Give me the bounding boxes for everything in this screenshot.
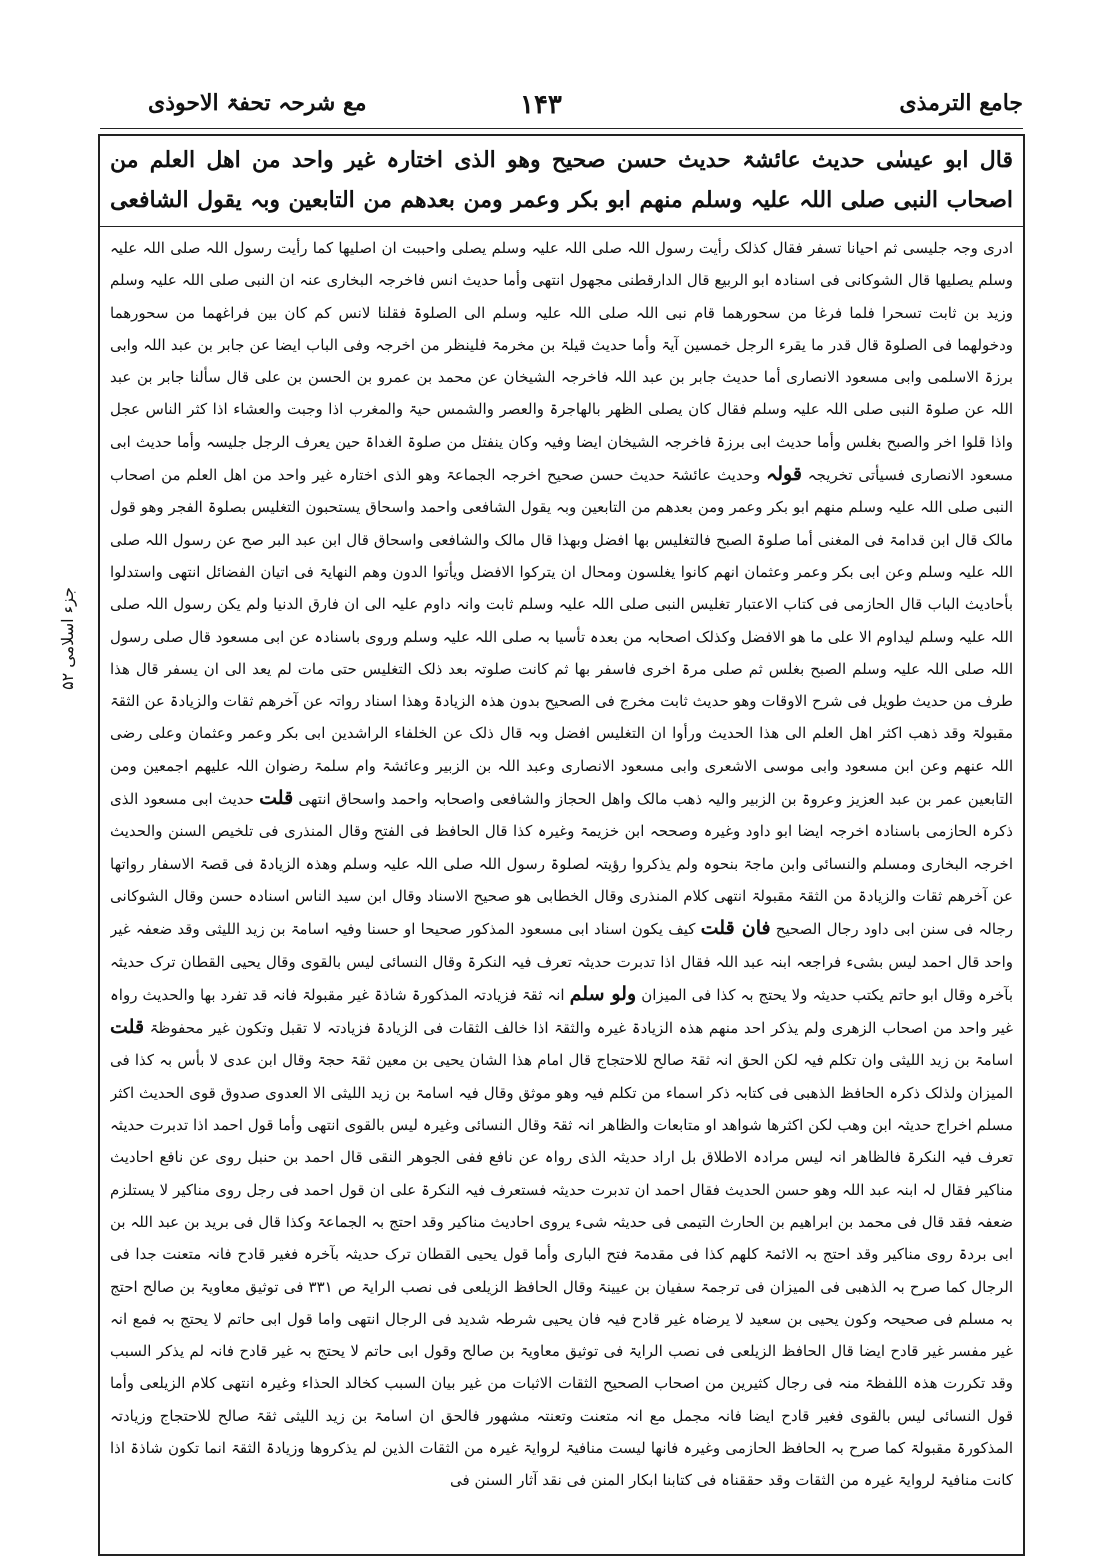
keyword-qultu-2: قلت (110, 1016, 145, 1039)
margin-note-text: جزء اسلامی ۵۲ (58, 587, 77, 690)
commentary-paragraph (110, 232, 1013, 1497)
commentary-part-2: وحدیث عائشۃ حدیث حسن صحیح اخرجہ الجماعۃ وھو الذی اختارہ غیر واحد من اھل العلم من اصحاب النبی صلی اللہ علیہ وسلم منھم ابو بکر وعمر ومن بعدھم من التابعین وبہ یقول الشافعی واحمد واسحاق یستحبون التغلیس بصلوۃ الفجر وھو قول مالک قال ابن قدامۃ فی المغنی أما صلوۃ الصبح فالتغلیس بھا افضل وبھذا قال مالک والشافعی واسحاق قال ابن عبد البر صح عن رسول اللہ صلی اللہ علیہ وسلم وعن ابی بکر وعمر وعثمان انھم کانوا یغلسون ومحال ان یترکوا الافضل ویأتوا الدون وھم النھایۃ فی اتیان الفضائل انتھی واستدلوا بأحادیث الباب قال الحازمی فی کتاب الاعتبار تغلیس النبی صلی اللہ علیہ وسلم ثابت وانہ داوم علیہ الی ان فارق الدنیا ولم یکن رسول اللہ صلی اللہ علیہ وسلم لیداوم الا علی ما ھو الافضل وکذلک اصحابہ من بعدہ تأسیا بہ صلی اللہ علیہ وسلم وروی باسنادہ عن ابی مسعود قال صلی رسول اللہ صلی اللہ علیہ وسلم الصبح بغلس ثم صلی مرۃ اخری فاسفر بھا ثم کانت صلوتہ بعد ذلک التغلیس حتی مات لم یعد الی ان یسفر قال ھذا طرف من حدیث طویل فی شرح الاوقات وھو حدیث ثابت مخرج فی الصحیح بدون ھذہ الزیادۃ وھذا اسناد رواتہ عن آخرھم ثقات والزیادۃ عن الثقۃ مقبولۃ وقد ذھب اکثر اھل العلم الی ھذا الحدیث ورأوا ان التغلیس افضل وبہ قال ذلک عن الخلفاء الراشدین ابی بکر وعمر وعثمان وعلی رضی اللہ عنھم وعن ابن مسعود وابی موسی الاشعری وابی مسعود الانصاری وعبد اللہ بن الزبیر وعائشۃ وام سلمۃ رضوان اللہ علیھم اجمعین ومن التابعین عمر بن عبد العزیز وعروۃ بن الزبیر والیہ ذھب مالک واھل الحجاز والشافعی واصحابہ واحمد واسحاق انتھی (110, 466, 1013, 809)
book-title: جامع الترمذی (899, 90, 1023, 116)
page-number: ۱۴۳ (520, 90, 562, 120)
commentary-part-6: اسامۃ بن زید اللیثی وان تکلم فیہ لکن الحق انہ ثقۃ صالح للاحتجاج قال امام ھذا الشان یحیی بن معین ثقۃ حجۃ وقال ابن عدی لا بأس بہ کذا فی المیزان ولذلک ذکرہ الحافظ الذھبی فی کتابہ ذکر اسماء من تکلم فیہ وھو موثق وقال فیہ اسامۃ بن زید اللیثی الا العدوی صدوق قوی الحدیث اکثر مسلم اخراج حدیثہ ابن وھب لکن اکثرھا شواھد او متابعات والظاھر انہ ثقۃ وقال النسائی وغیرہ لیس بالقوی انتھی وأما قول احمد اذا تدبرت حدیثہ تعرف فیہ النکرۃ فالظاھر انہ لیس مرادہ الاطلاق بل اراد حدیثہ الذی رواہ عن نافع ففی الجوھر النقی قال احمد بن حنبل روی عن نافع احادیث مناکیر فقال لہ ابنہ عبد اللہ وھو حسن الحدیث فقال احمد ان تدبرت حدیثہ فستعرف فیہ النکرۃ علی ان قول احمد فی رجل روی مناکیر لا یستلزم ضعفہ فقد قال فی محمد بن ابراھیم بن الحارث التیمی فی حدیثہ شیء یروی احادیث مناکیر وقد احتج بہ الجماعۃ وکذا قال فی برید بن عبد اللہ بن ابی بردۃ روی مناکیر وقد احتج بہ الائمۃ کلھم کذا فی مقدمۃ فتح الباری وأما قول یحیی القطان ترک حدیثہ بآخرہ فغیر قادح فانہ متعنت جدا فی الرجال کما صرح بہ الذھبی فی المیزان فی ترجمۃ سفیان بن عیینۃ وقال الحافظ الزیلعی فی نصب الرایۃ ص ۳۳۱ فی توثیق معاویۃ بن صالح احتج بہ مسلم فی صحیحہ وکون یحیی بن سعید لا یرضاہ غیر قادح فیہ فان یحیی شرطہ شدید فی الرجال انتھی واما قول ابی حاتم لا یحتج بہ فمع انہ غیر مفسر غیر قادح ایضا قال الحافظ الزیلعی فی نصب الرایۃ فی توثیق معاویۃ بن صالح وقول ابی حاتم لا یحتج بہ غیر قادح فانہ لم یذکر السبب وقد تکررت ھذہ اللفظۃ منہ فی رجال کثیرین من اصحاب الصحیح الثقات الاثبات من غیر بیان السبب کخالد الحذاء وغیرہ انتھی کلام الزیلعی وأما قول النسائی لیس بالقوی فغیر قادح ایضا فانہ مجمل مع انہ متعنت وتعنتہ مشھور فالحق ان اسامۃ بن زید اللیثی ثقۃ صالح للاحتجاج وزیادتہ المذکورۃ مقبولۃ کما صرح بہ الحافظ الحازمی وغیرہ فانھا لیست منافیۃ لروایۃ غیرہ من الثقات الذین لم یذکروھا وزیادۃ الثقۃ انما تکون شاذۃ اذا کانت منافیۃ لروایۃ غیرہ من الثقات وقد حققناہ فی کتابنا ابکار المنن فی نقد آثار السنن فی (110, 1051, 1013, 1490)
commentary-part-3: حدیث ابی مسعود الذی ذکرہ الحازمی باسنادہ اخرجہ ایضا ابو داود وغیرہ وصححہ ابن خزیمۃ وغیرہ کذا قال الحافظ فی الفتح وقال المنذری فی تلخیص السنن والحدیث اخرجہ البخاری ومسلم والنسائی وابن ماجۃ بنحوہ ولم یذکروا رؤیتہ لصلوۃ رسول اللہ صلی اللہ علیہ وسلم وھذہ الزیادۃ فی قصۃ الاسفار رواتھا عن آخرھم ثقات والزیادۃ من الثقۃ مقبولۃ انتھی کلام المنذری وقال الخطابی ھو صحیح الاسناد وقال ابن سید الناس اسنادہ حسن وقال الشوکانی رجالہ فی سنن ابی داود رجال الصحیح (110, 790, 1013, 939)
commentary-part-1: ادری وجہ جلیسی ثم احیانا تسفر فقال کذلک رأیت رسول اللہ صلی اللہ علیہ وسلم یصلی واحببت ان اصلیھا کما رأیت رسول اللہ صلی اللہ علیہ وسلم یصلیھا قال الشوکانی فی اسنادہ ابو الربیع قال الدارقطنی مجھول انتھی وأما حدیث انس فاخرجہ البخاری عنہ ان النبی صلی اللہ علیہ وسلم وزید بن ثابت تسحرا فلما فرغا من سحورھما قام نبی اللہ صلی اللہ علیہ وسلم الی الصلوۃ فقلنا لانس کم کان بین فراغھما من سحورھما ودخولھما فی الصلوۃ قال قدر ما یقرء الرجل خمسین آیۃ وأما حدیث قیلۃ بن مخرمۃ فلینظر من اخرجہ وفی الباب ایضا عن جابر بن عبد اللہ وابی برزۃ الاسلمی وابی مسعود الانصاری أما حدیث جابر بن عبد اللہ فاخرجہ الشیخان عن محمد بن عمرو بن الحسن بن علی قال سألنا جابر بن عبد اللہ عن صلوۃ النبی صلی اللہ علیہ وسلم فقال کان یصلی الظھر بالھاجرۃ والعصر والشمس حیۃ والمغرب اذا وجبت والعشاء اذا کثر الناس عجل واذا قلوا اخر والصبح بغلس وأما حدیث ابی برزۃ فاخرجہ الشیخان ایضا وفیہ وکان ینفتل من صلوۃ الغداۃ حین یعرف الرجل جلیسہ وأما حدیث ابی مسعود الانصاری فسیأتی تخریجہ (110, 239, 1013, 485)
keyword-wa-law-sullima: ولو سلم (569, 982, 637, 1005)
commentary-part-5: انہ ثقۃ فزیادتہ المذکورۃ شاذۃ غیر مقبولۃ فانہ قد تفرد بھا والحدیث رواہ غیر واحد من اصحاب الزھری ولم یذکر احد منھم ھذہ الزیادۃ غیرہ والثقۃ اذا خالف الثقات فی الزیادۃ فزیادتہ لا تقبل وتکون غیر محفوظۃ (110, 985, 1013, 1038)
keyword-qultu: قلت (259, 787, 294, 810)
matn-text: قال ابو عیسٰی حدیث عائشۃ حدیث حسن صحیح وھو الذی اختارہ غیر واحد من اھل العلم من اصحاب النبی صلی اللہ علیہ وسلم منھم ابو بکر وعمر ومن بعدھم من التابعین وبہ یقول الشافعی (110, 147, 1013, 213)
margin-note (36, 480, 77, 690)
keyword-fa-in-qulta: فان قلت (700, 917, 771, 940)
commentary-text (110, 232, 1013, 1544)
header-divider (100, 128, 1023, 129)
matn-divider (100, 226, 1023, 227)
keyword-qawluh: قولہ (766, 463, 802, 486)
commentary-part-4: کیف یکون اسناد ابی مسعود المذکور صحیحا او حسنا وفیہ اسامۃ بن زید اللیثی وقد ضعفہ غیر واحد قال احمد لیس بشیء فراجعہ ابنہ عبد اللہ فقال اذا تدبرت حدیثہ تعرف فیہ النکرۃ وقال النسائی لیس بالقوی وقال یحیی القطان ترک حدیثہ بآخرہ وقال ابو حاتم یکتب حدیثہ ولا یحتج بہ کذا فی المیزان (110, 920, 1013, 1004)
commentary-title: مع شرحہ تحفۃ الاحوذی (148, 90, 367, 116)
